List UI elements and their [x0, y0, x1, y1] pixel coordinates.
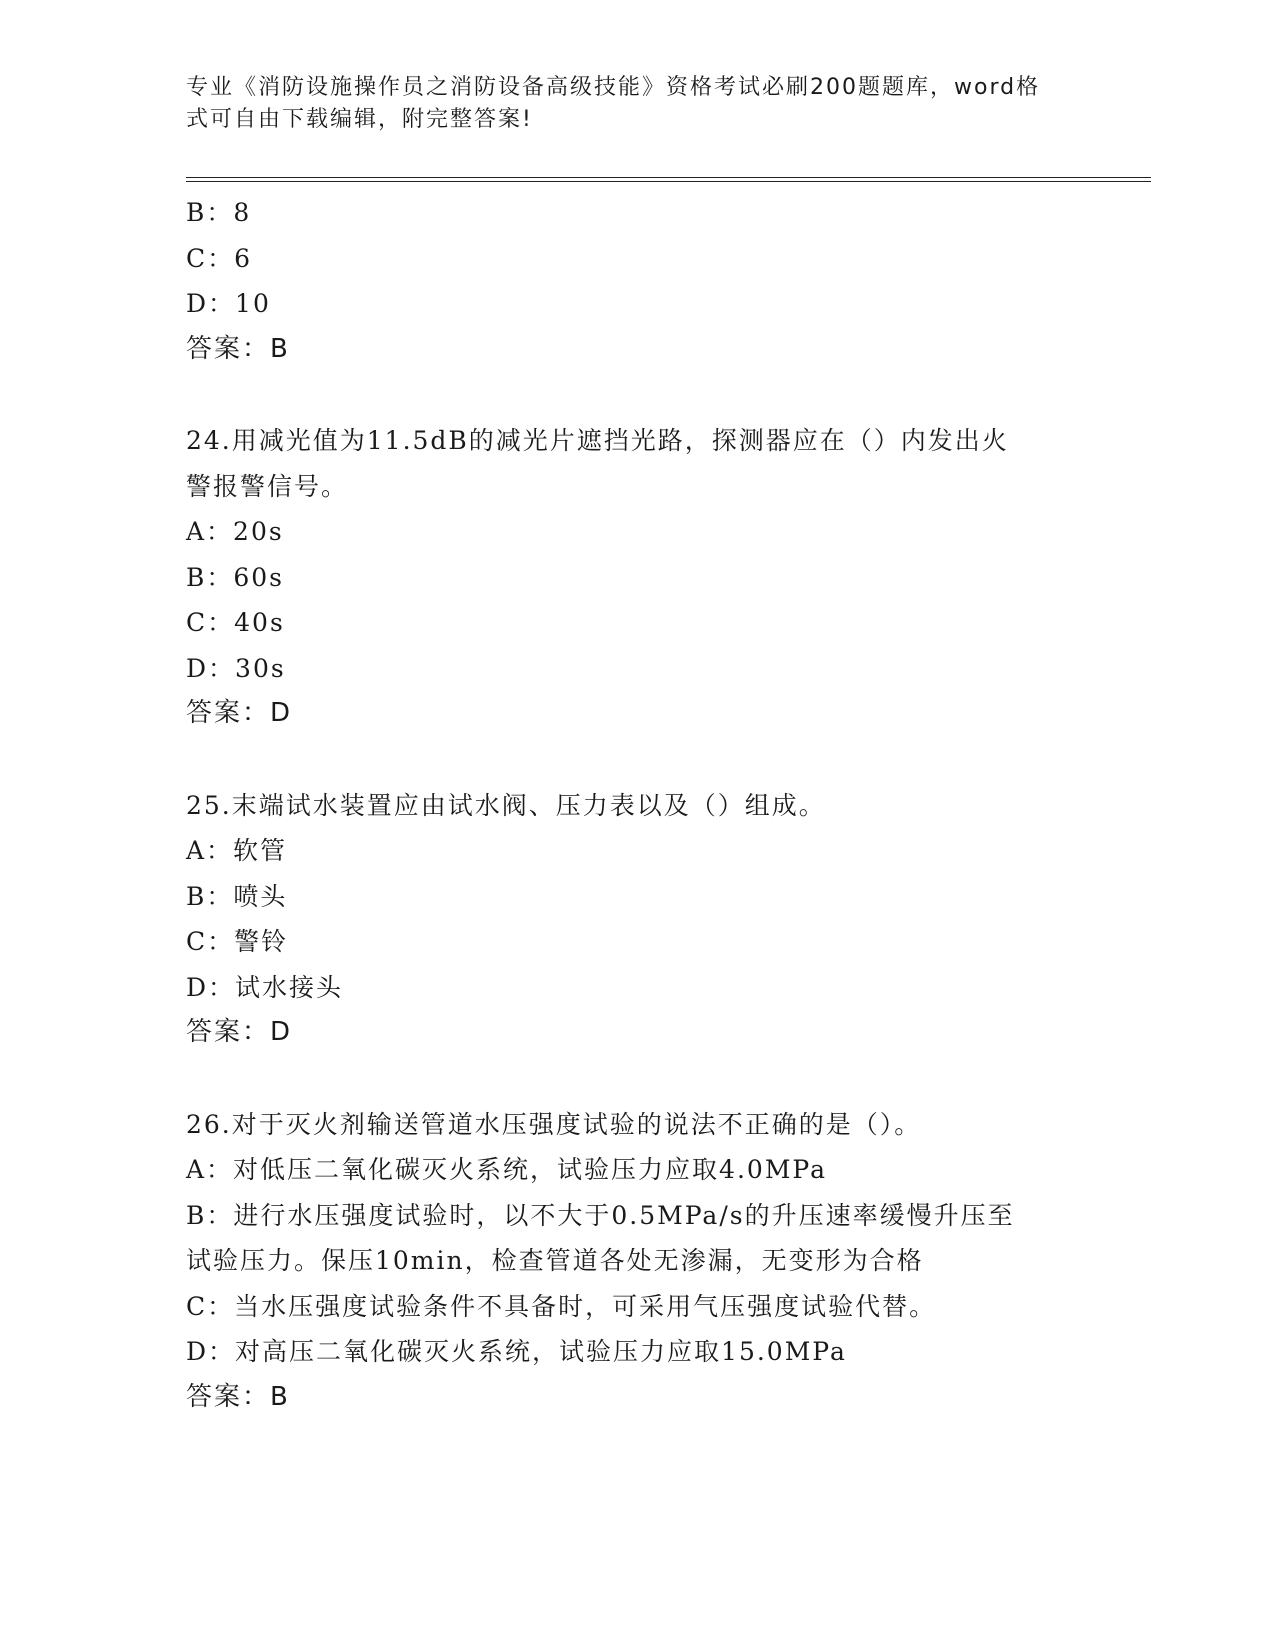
- option-d: D：30s: [186, 653, 286, 683]
- option-b: B：进行水压强度试验时，以不大于0.5MPa/s的升压速率缓慢升压至: [186, 1200, 1015, 1230]
- header-line-2: 式可自由下载编辑，附完整答案!: [186, 107, 533, 132]
- question-24: [186, 418, 1086, 737]
- option-a: A：对低压二氧化碳灭火系统，试验压力应取4.0MPa: [186, 1155, 828, 1184]
- option-c: C：6: [186, 243, 253, 273]
- option-c: C：40s: [186, 608, 285, 637]
- header-divider-bottom: [186, 181, 1151, 182]
- question-23-continuation: [186, 190, 1086, 372]
- option-d: D：试水接头: [186, 972, 344, 1002]
- answer-line: 答案：B: [186, 1381, 290, 1412]
- option-a: A：软管: [186, 836, 288, 865]
- question-26: [186, 1102, 1086, 1421]
- answer-line: 答案：B: [186, 333, 290, 364]
- answer-line: 答案：D: [186, 1017, 293, 1047]
- question-stem: 警报警信号。: [186, 471, 349, 501]
- question-stem: 24.用减光值为11.5dB的减光片遮挡光路，探测器应在（）内发出火: [186, 426, 1009, 455]
- option-b: B：喷头: [186, 881, 288, 911]
- option-c: C：当水压强度试验条件不具备时，可采用气压强度试验代替。: [186, 1291, 937, 1321]
- answer-line: 答案：D: [186, 698, 293, 728]
- option-c: C：警铃: [186, 927, 289, 956]
- question-stem: 26.对于灭火剂输送管道水压强度试验的说法不正确的是（）。: [186, 1109, 922, 1139]
- option-b: B：8: [186, 198, 252, 227]
- option-b-continued: 试验压力。保压10min，检查管道各处无渗漏，无变形为合格: [186, 1246, 924, 1275]
- option-d: D：对高压二氧化碳灭火系统，试验压力应取15.0MPa: [186, 1337, 847, 1366]
- option-a: A：20s: [186, 517, 284, 546]
- document-header: [186, 72, 1066, 136]
- option-d: D：10: [186, 289, 271, 318]
- question-stem: 25.末端试水装置应由试水阀、压力表以及（）组成。: [186, 790, 826, 820]
- header-line-1: 专业《消防设施操作员之消防设备高级技能》资格考试必刷200题题库，word格: [186, 75, 1041, 100]
- header-divider-top: [186, 177, 1151, 178]
- question-25: [186, 783, 1086, 1056]
- question-list: [186, 190, 1086, 1420]
- option-b: B：60s: [186, 562, 285, 592]
